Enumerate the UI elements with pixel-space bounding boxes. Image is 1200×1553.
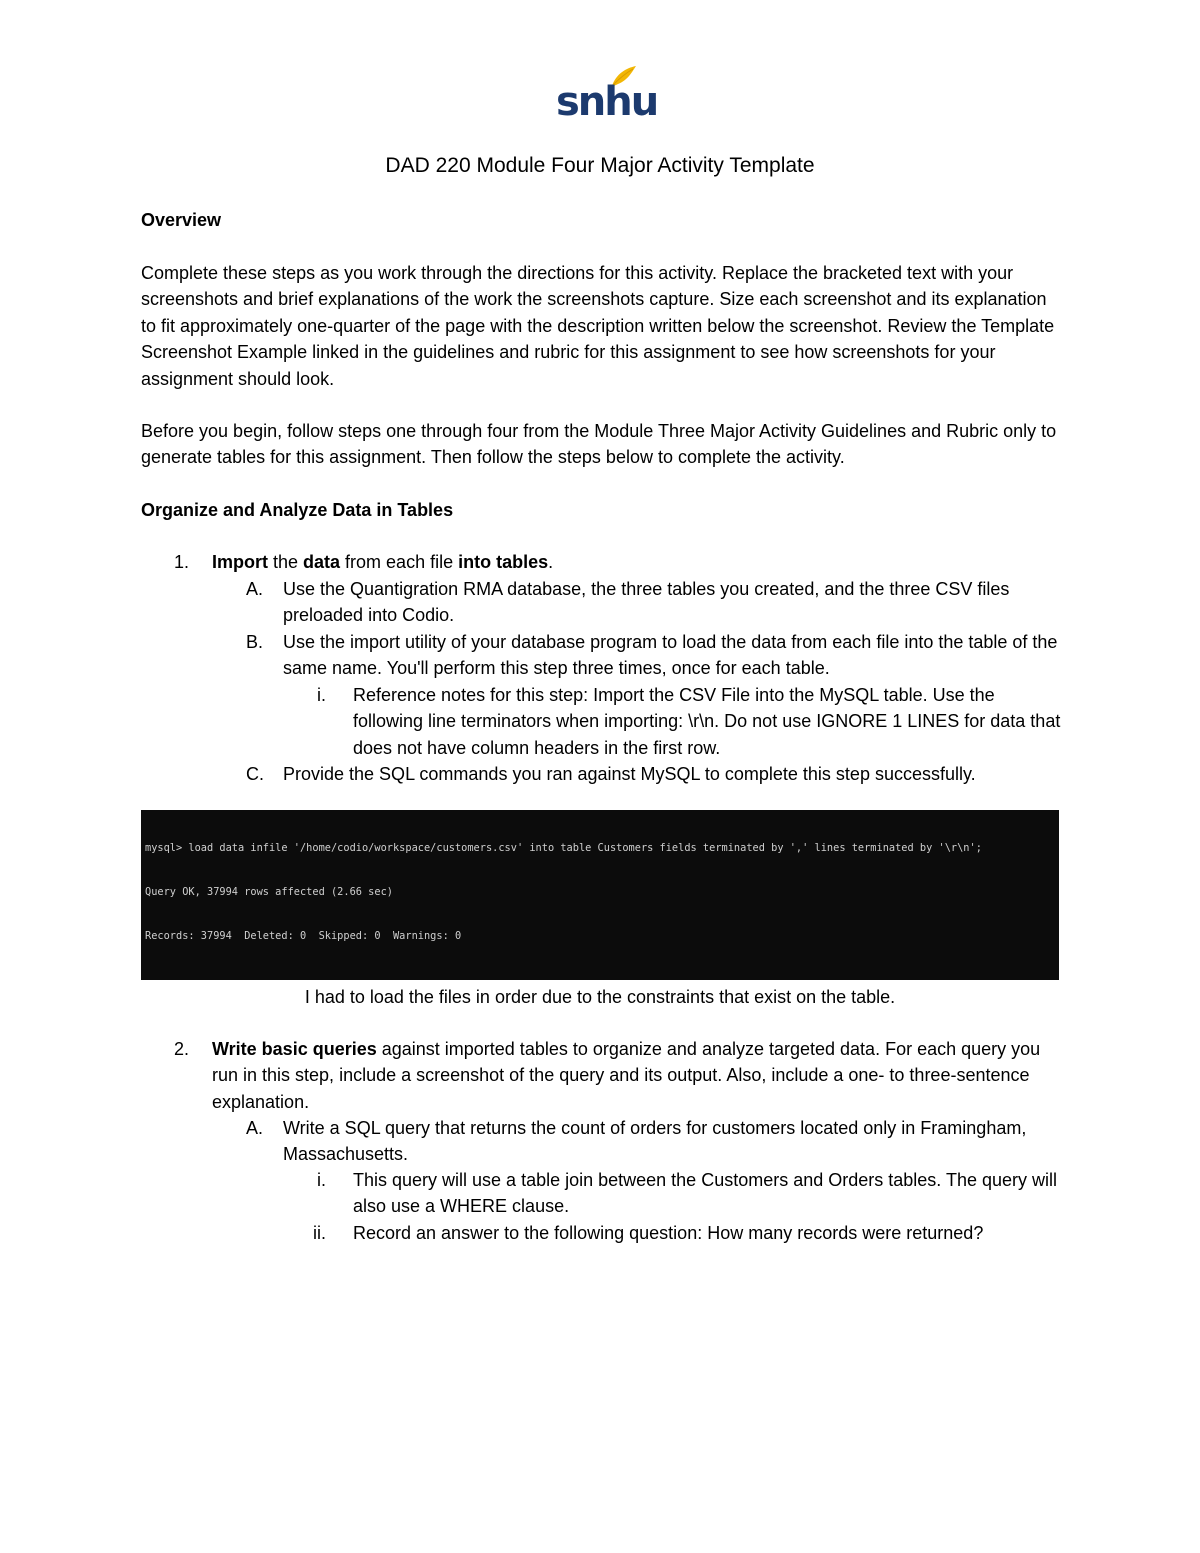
step2-number: 2.: [174, 1039, 190, 1059]
step1bi-number: i.: [317, 685, 326, 705]
step1b-number: B.: [246, 632, 264, 652]
snhu-logo: [556, 64, 658, 126]
terminal-line: [145, 973, 1055, 980]
step1-bold-import: Import: [212, 552, 268, 572]
step1a-number: A.: [246, 579, 264, 599]
step2-text-a: against imported tables to organize and analyze targeted data. For each query you run in this step, include a screenshot of the query and its output. Also, include a one- to three-sentence explanation.: [212, 1039, 1041, 1112]
step1a-text: Use the Quantigration RMA database, the three tables you created, and the three CSV files preloaded into Codio.: [283, 579, 1010, 626]
overview-paragraph-1: Complete these steps as you work through the directions for this activity. Replace the bracketed text with your screenshots and brief explanations of the work the screenshots capture. Size each screenshot and its explanation to fit approximately one-quarter of the page with the description written below the screenshot. Review the Template Screenshot Example linked in the guidelines and rubric for this assignment to see how screenshots for your assignment should look.: [141, 263, 1055, 389]
terminal-line: mysql> load data infile '/home/codio/workspace/customers.csv' into table Customers fields terminated by ',' lines terminated by '\r\n';: [145, 842, 982, 855]
step1c-number: C.: [246, 764, 264, 784]
step1-text: [212, 549, 1062, 575]
section-heading: Organize and Analyze Data in Tables: [141, 500, 454, 520]
overview-heading: Overview: [141, 210, 222, 230]
step2-text: [212, 1036, 1062, 1115]
document-title: DAD 220 Module Four Major Activity Template: [385, 154, 815, 177]
terminal-line: Query OK, 37994 rows affected (2.66 sec): [145, 885, 393, 898]
step2a-text: Write a SQL query that returns the count of orders for customers located only in Framingham, Massachusetts.: [283, 1118, 1027, 1165]
step2aii-text: Record an answer to the following question: How many records were returned?: [353, 1223, 984, 1243]
step1-text-a: the: [268, 552, 304, 572]
step1-bold-data: data: [303, 552, 341, 572]
step2-bold-queries: Write basic queries: [212, 1039, 377, 1059]
step2ai-text: This query will use a table join between the Customers and Orders tables. The query will also use a WHERE clause.: [353, 1170, 1058, 1217]
terminal-line: Records: 37994 Deleted: 0 Skipped: 0 Warnings: 0: [145, 929, 462, 942]
step2aii-number: ii.: [313, 1223, 326, 1243]
step1-text-b: from each file: [340, 552, 459, 572]
logo-wordmark: snhu: [556, 79, 658, 125]
step2a-number: A.: [246, 1118, 264, 1138]
screenshot-caption: I had to load the files in order due to the constraints that exist on the table.: [304, 987, 896, 1007]
terminal-screenshot: [141, 810, 1059, 980]
step1-bold-tables: into tables: [458, 552, 549, 572]
step1-number: 1.: [174, 552, 190, 572]
step2ai-number: i.: [317, 1170, 326, 1190]
step1b-text: Use the import utility of your database program to load the data from each file into the table of the same name. You'll perform this step three times, once for each table.: [283, 632, 1058, 679]
overview-paragraph-2: Before you begin, follow steps one through four from the Module Three Major Activity Guidelines and Rubric only to generate tables for this assignment. Then follow the steps below to complete the activity.: [141, 421, 1057, 468]
step1-text-c: .: [548, 552, 554, 572]
step1bi-text: Reference notes for this step: Import the CSV File into the MySQL table. Use the following line terminators when importing: \r\n. Do not use IGNORE 1 LINES for data that does not have column headers in the first row.: [353, 685, 1061, 758]
step1c-text: Provide the SQL commands you ran against MySQL to complete this step successfully.: [283, 764, 976, 784]
